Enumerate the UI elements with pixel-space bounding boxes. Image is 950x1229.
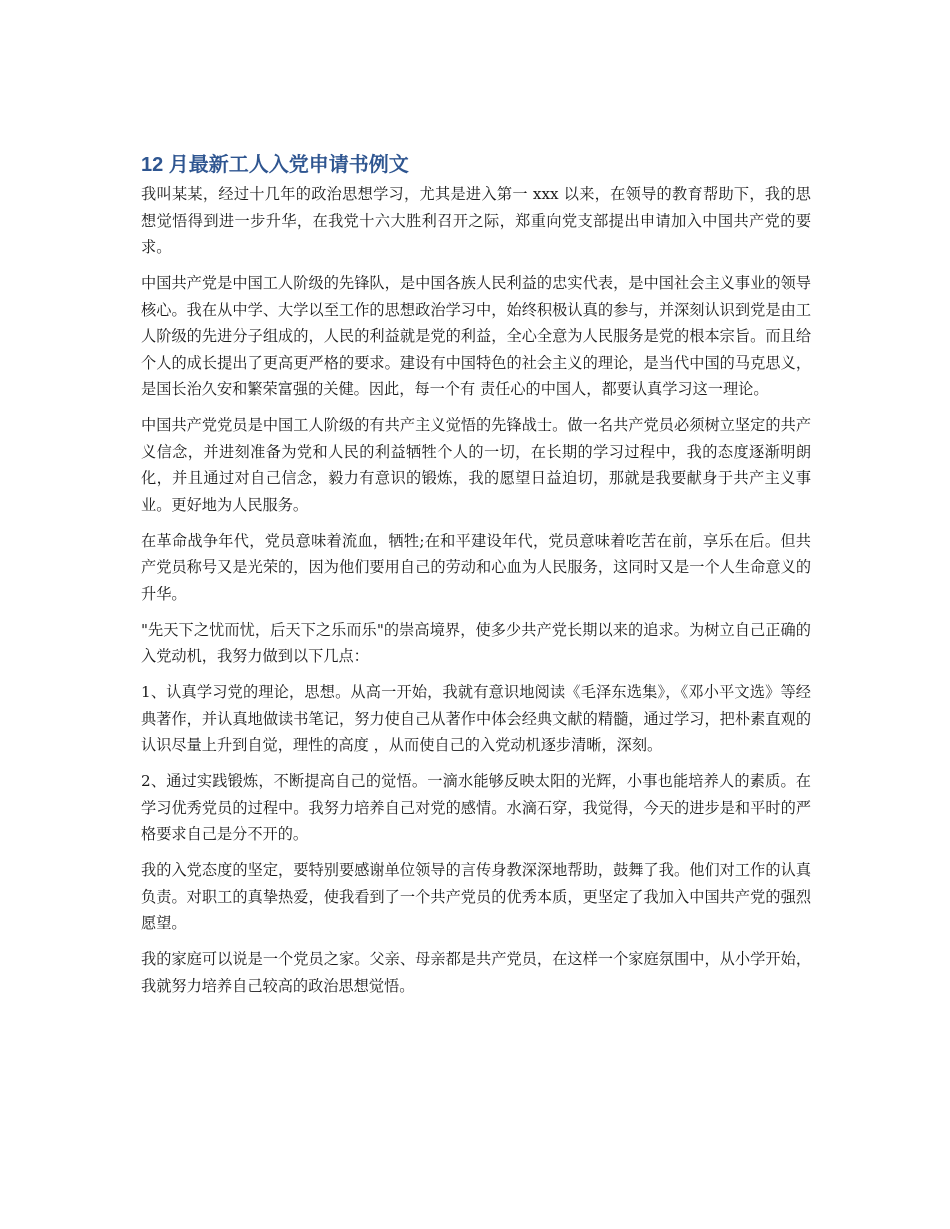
- paragraph-revolutionary-era: 在革命战争年代，党员意味着流血，牺牲;在和平建设年代，党员意味着吃苦在前，享乐在后。但共产党员称号又是光荣的，因为他们要用自己的劳动和心血为人民服务，这同时又是一个人生命意义的升华。: [141, 531, 811, 603]
- paragraph-party-vanguard: 中国共产党是中国工人阶级的先锋队，是中国各族人民利益的忠实代表，是中国社会主义事业的领导核心。我在从中学、大学以至工作的思想政治学习中，始终积极认真的参与，并深刻认识到党是由工人阶级的先进分子组成的，人民的利益就是党的利益，全心全意为人民服务是党的根本宗旨。而且给个人的成长提出了更高更严格的要求。建设有中国特色的社会主义的理论，是当代中国的马克思义，是国长治久安和繁荣富强的关健。因此，每一个有 责任心的中国人，都要认真学习这一理论。: [141, 274, 811, 398]
- paragraph-party-member: 中国共产党党员是中国工人阶级的有共产主义觉悟的先锋战士。做一名共产党员必须树立坚定的共产义信念，并进刻准备为党和人民的利益牺牲个人的一切，在长期的学习过程中，我的态度逐渐明朗化，并且通过对自己信念，毅力有意识的锻炼，我的愿望日益迫切，那就是我要献身于共产主义事业。更好地为人民服务。: [141, 416, 811, 514]
- paragraph-lofty-realm: "先天下之忧而忧，后天下之乐而乐"的崇高境界，使多少共产党长期以来的追求。为树立自己正确的入党动机，我努力做到以下几点：: [141, 620, 811, 665]
- paragraph-intro: 我叫某某，经过十几年的政治思想学习，尤其是进入第一 xxx 以来，在领导的教育帮助下，我的思想觉悟得到进一步升华，在我党十六大胜利召开之际，郑重向党支部提出申请加入中国共产党的要求。: [141, 185, 811, 256]
- paragraph-point-2: 2、通过实践锻炼，不断提高自己的觉悟。一滴水能够反映太阳的光辉，小事也能培养人的素质。在学习优秀党员的过程中。我努力培养自己对党的感情。水滴石穿，我觉得，今天的进步是和平时的严格要求自己是分不开的。: [141, 772, 811, 843]
- document-title: 12 月最新工人入党申请书例文: [141, 154, 409, 176]
- paragraph-family: 我的家庭可以说是一个党员之家。父亲、母亲都是共产党员，在这样一个家庭氛围中，从小学开始，我就努力培养自己较高的政治思想觉悟。: [141, 950, 811, 995]
- document-body: [141, 150, 811, 1009]
- paragraph-point-1: 1、认真学习党的理论，思想。从高一开始，我就有意识地阅读《毛泽东选集》，《邓小平文选》等经典著作，并认真地做读书笔记，努力使自己从著作中体会经典文献的精髓，通过学习，把朴素直观的认识尽量上升到自觉，理性的高度 ，从而使自己的入党动机逐步清晰，深刻。: [141, 683, 811, 754]
- paragraph-leadership: 我的入党态度的坚定，要特别要感谢单位领导的言传身教深深地帮助，鼓舞了我。他们对工作的认真负责。对职工的真挚热爱，使我看到了一个共产党员的优秀本质，更坚定了我加入中国共产党的强烈愿望。: [141, 861, 811, 932]
